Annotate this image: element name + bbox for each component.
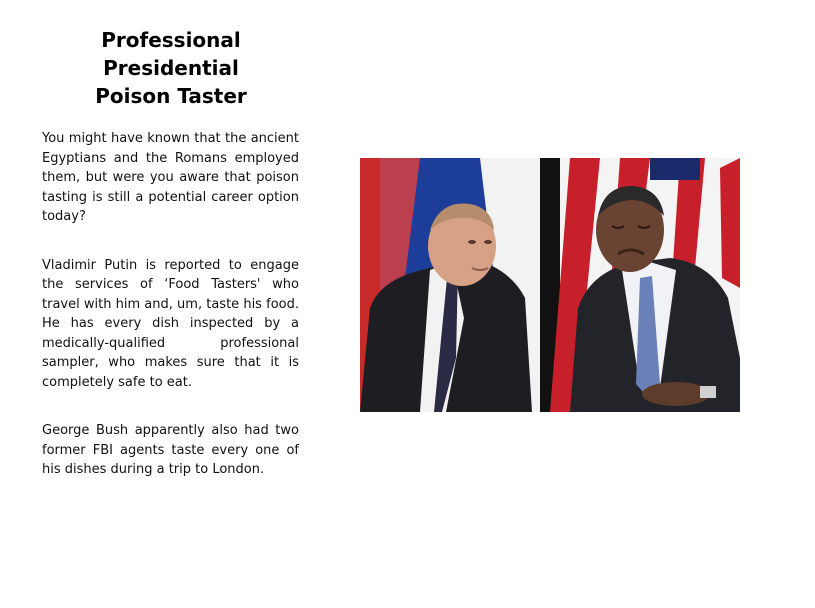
slide-title (42, 26, 300, 110)
leaders-photo-illustration (360, 158, 740, 412)
paragraph-putin: Vladimir Putin is reported to engage the services of ‘Food Tasters' who travel with him and, um, taste his food. He has every dish inspected by a medically-qualified professional sampler, who makes sure that it is completely safe to eat. (42, 257, 299, 390)
body-text-column (42, 129, 299, 509)
paragraph-bush: George Bush apparently also had two former FBI agents taste every one of his dishes during a trip to London. (42, 423, 299, 477)
wristwatch (700, 386, 716, 398)
slide-title-line-1: Professional Presidential (101, 28, 241, 80)
right-figure-hands (642, 382, 710, 406)
leaders-photo (360, 158, 740, 412)
slide-title-line-2: Poison Taster (95, 84, 247, 108)
paragraph-intro: You might have known that the ancient Egyptians and the Romans employed them, but were you aware that poison tasting is still a potential career option today? (42, 131, 299, 224)
us-flag-canton (650, 158, 700, 180)
